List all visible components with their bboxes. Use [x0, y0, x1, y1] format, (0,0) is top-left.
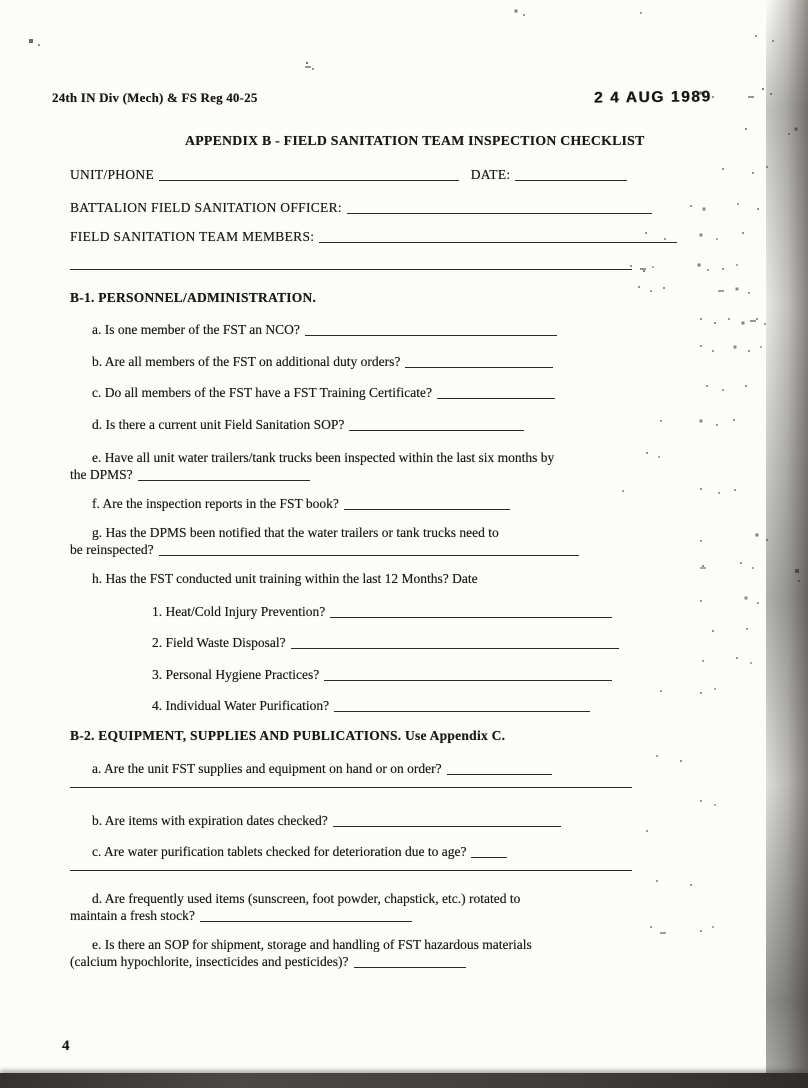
answer-blank: [159, 543, 579, 556]
checklist-question-b2-d: [52, 891, 712, 924]
answer-blank: [334, 699, 590, 712]
battalion-fso-line: [70, 199, 712, 216]
answer-blank: [354, 955, 466, 968]
date-blank: [515, 168, 627, 181]
unit-phone-line: [70, 166, 712, 183]
question-text: c. Do all members of the FST have a FST Training Certificate?: [92, 385, 432, 400]
scan-noise-dashes: [0, 0, 6, 2]
scan-noise-dots: [0, 0, 2, 2]
answer-blank: [138, 468, 310, 481]
appendix-title: APPENDIX B - FIELD SANITATION TEAM INSPECTION CHECKLIST: [185, 133, 645, 148]
document-content: [0, 90, 712, 970]
scan-edge-right: [766, 0, 808, 1088]
checklist-question-b1-g: [52, 525, 712, 558]
checklist-question-b2-b: [92, 812, 712, 829]
page-number: 4: [62, 1038, 70, 1054]
checklist-question-b1-f: [92, 495, 712, 512]
training-subitem-3: [152, 666, 712, 683]
section-b2-heading: B-2. EQUIPMENT, SUPPLIES AND PUBLICATIONS. Use Appendix C.: [70, 728, 506, 743]
unit-phone-blank: [159, 168, 459, 181]
answer-blank: [200, 909, 412, 922]
question-text-line1: d. Are frequently used items (sunscreen, foot powder, chapstick, etc.) rotated to: [92, 891, 521, 906]
question-text-line1: g. Has the DPMS been notified that the water trailers or tank trucks need to: [92, 525, 499, 540]
date-stamp: 2 4 AUG 1989: [594, 88, 713, 107]
checklist-question-b1-e: [52, 450, 712, 483]
section-b1-heading: B-1. PERSONNEL/ADMINISTRATION.: [70, 290, 317, 305]
question-text-line1: e. Is there an SOP for shipment, storage and handling of FST hazardous materials: [92, 937, 532, 952]
answer-blank: [344, 497, 510, 510]
question-text: c. Are water purification tablets checked for deterioration due to age?: [92, 844, 467, 859]
regulation-reference: 24th IN Div (Mech) & FS Reg 40-25: [52, 90, 258, 105]
checklist-question-b1-d: [92, 416, 712, 433]
question-text: b. Are all members of the FST on additional duty orders?: [92, 354, 401, 369]
battalion-fso-blank: [347, 201, 652, 214]
checklist-question-b1-a: [92, 321, 712, 338]
team-members-label: FIELD SANITATION TEAM MEMBERS:: [70, 229, 315, 244]
answer-blank: [405, 355, 553, 368]
question-text: d. Is there a current unit Field Sanitation SOP?: [92, 417, 345, 432]
checklist-question-b2-e: [52, 937, 712, 970]
question-text-line2: maintain a fresh stock?: [70, 907, 712, 924]
question-text-line2: the DPMS?: [70, 466, 712, 483]
training-subitem-4: [152, 697, 712, 714]
answer-blank: [305, 323, 557, 336]
question-text: 2. Field Waste Disposal?: [152, 635, 286, 650]
team-members-line: [70, 228, 712, 245]
training-subitem-1: [152, 603, 712, 620]
answer-blank: [324, 668, 612, 681]
answer-blank: [437, 386, 555, 399]
question-text: a. Are the unit FST supplies and equipment on hand or on order?: [92, 761, 442, 776]
unit-phone-label: UNIT/PHONE: [70, 167, 154, 182]
training-subitem-2: [152, 634, 712, 651]
answer-rule: [70, 786, 632, 788]
question-text: b. Are items with expiration dates checked?: [92, 813, 328, 828]
checklist-question-b1-b: [92, 353, 712, 370]
team-members-blank: [319, 230, 677, 243]
question-text: a. Is one member of the FST an NCO?: [92, 322, 300, 337]
answer-rule: [70, 869, 632, 871]
question-text-line2: be reinspected?: [70, 541, 712, 558]
checklist-question-b2-a: [92, 760, 712, 777]
question-text-line1: e. Have all unit water trailers/tank trucks been inspected within the last six months by: [92, 450, 555, 465]
question-text: 1. Heat/Cold Injury Prevention?: [152, 604, 326, 619]
answer-blank: [471, 845, 507, 858]
checklist-question-b1-h: [92, 571, 712, 587]
question-text: 3. Personal Hygiene Practices?: [152, 667, 320, 682]
question-text: f. Are the inspection reports in the FST book?: [92, 496, 339, 511]
divider-rule: [70, 268, 632, 270]
battalion-fso-label: BATTALION FIELD SANITATION OFFICER:: [70, 200, 342, 215]
answer-blank: [447, 762, 552, 775]
answer-blank: [349, 418, 524, 431]
checklist-question-b1-c: [92, 384, 712, 401]
answer-blank: [330, 605, 612, 618]
document-header: [52, 90, 712, 106]
checklist-question-b2-c: [92, 843, 712, 860]
question-text-line2: (calcium hypochlorite, insecticides and pesticides)?: [70, 953, 712, 970]
scan-edge-bottom: [0, 1073, 808, 1088]
answer-blank: [333, 814, 561, 827]
question-text: h. Has the FST conducted unit training within the last 12 Months? Date: [92, 571, 478, 586]
question-text: 4. Individual Water Purification?: [152, 698, 330, 713]
answer-blank: [291, 636, 619, 649]
date-label: DATE:: [470, 167, 511, 182]
